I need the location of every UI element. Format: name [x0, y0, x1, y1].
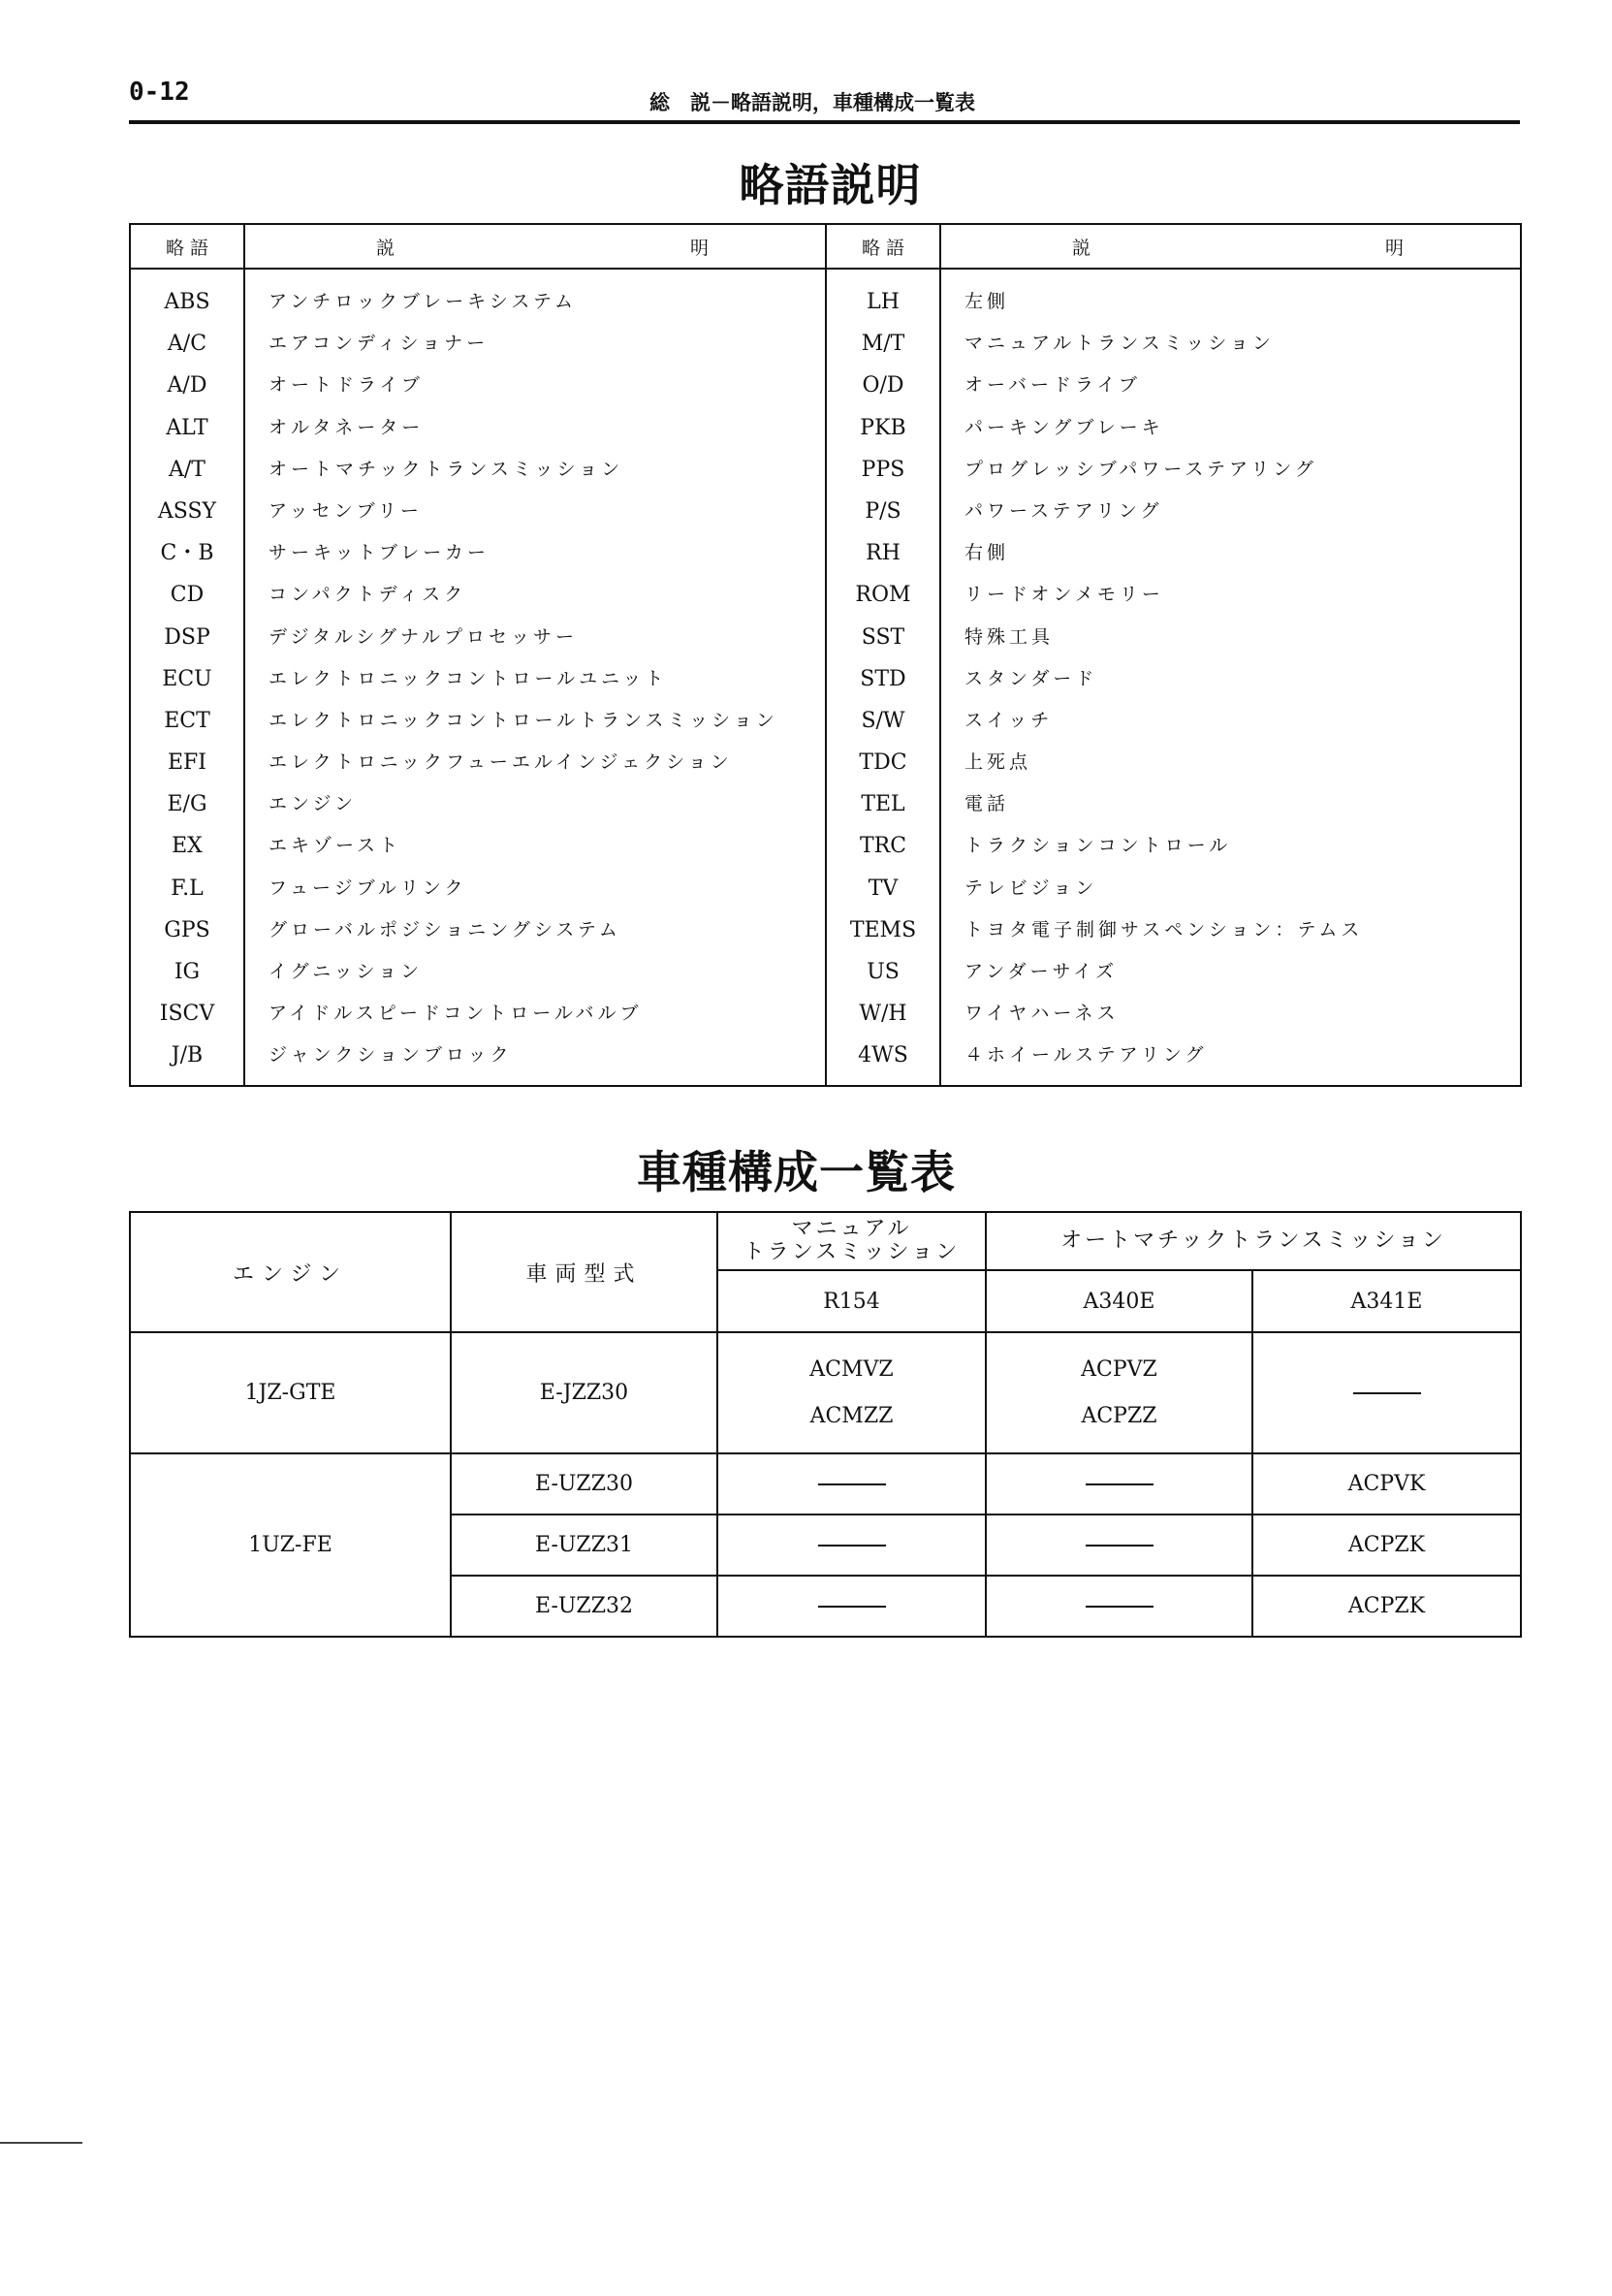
abbr-term: LH — [867, 290, 900, 314]
header-auto: オートマチックトランスミッション — [986, 1212, 1521, 1270]
abbr-description: 上死点 — [964, 751, 1032, 774]
engine-cell: 1UZ-FE — [130, 1453, 451, 1637]
dash — [1086, 1545, 1154, 1547]
abbr-description: トヨタ電子制御サスペンション：テムス — [964, 918, 1364, 941]
header-manual — [717, 1212, 986, 1270]
abbr-term: GPS — [164, 917, 210, 942]
model-cell: E-JZZ30 — [451, 1332, 717, 1453]
header-desc — [940, 224, 1521, 269]
abbr-description: アイドルスピードコントロールバルブ — [269, 1003, 643, 1025]
abbr-term: P/S — [865, 498, 901, 524]
abbr-term: ALT — [166, 415, 208, 440]
scan-mark — [0, 2142, 82, 2144]
dash — [1353, 1392, 1421, 1394]
a340e-cell — [986, 1453, 1252, 1515]
abbr-description: 右側 — [964, 542, 1010, 564]
model-cell: E-UZZ30 — [451, 1453, 717, 1515]
abbr-term: ROM — [855, 583, 911, 608]
abbr-term: C・B — [160, 541, 214, 566]
abbr-term: ECU — [162, 666, 212, 691]
abbr-term: PPS — [861, 457, 905, 482]
engine-cell: 1JZ-GTE — [130, 1332, 451, 1453]
table-row — [130, 1453, 1521, 1515]
abbr-description: 特殊工具 — [964, 625, 1055, 648]
abbr-description: アンチロックブレーキシステム — [269, 291, 578, 312]
abbr-description: ジャンクションブロック — [269, 1044, 513, 1067]
abbr-description: パーキングブレーキ — [964, 416, 1164, 438]
abbr-description: サーキットブレーカー — [269, 542, 490, 564]
abbr-term: STD — [860, 666, 906, 691]
a340e-cell — [986, 1515, 1252, 1576]
abbreviations-title: 略語説明 — [739, 159, 922, 211]
dash — [1086, 1483, 1154, 1485]
abbr-description: フュージブルリンク — [269, 877, 467, 899]
abbr-term: US — [867, 960, 900, 984]
right-desc-column — [940, 269, 1521, 1086]
abbr-term: TDC — [859, 750, 907, 776]
abbr-term: CD — [170, 583, 205, 608]
r154-cell — [717, 1515, 986, 1576]
abbr-term: J/B — [171, 1043, 204, 1068]
abbr-term: W/H — [859, 1002, 907, 1027]
abbr-description: エンジン — [269, 793, 358, 815]
abbr-description: スイッチ — [964, 709, 1054, 731]
abbr-description: デジタルシグナルプロセッサー — [269, 625, 579, 648]
abbr-description: イグニッション — [269, 961, 424, 982]
model-cell: E-UZZ31 — [451, 1515, 717, 1576]
abbr-term: M/T — [861, 332, 905, 357]
abbr-term: SST — [861, 624, 905, 650]
abbr-description: トラクションコントロール — [964, 835, 1232, 857]
abbr-description: スタンダード — [964, 667, 1098, 689]
abbr-term: S/W — [861, 708, 905, 733]
r154-cell — [717, 1576, 986, 1637]
abbr-description: グローバルポジショニングシステム — [269, 918, 621, 941]
header-r154: R154 — [717, 1270, 986, 1332]
model-cell: E-UZZ32 — [451, 1576, 717, 1637]
header-desc-left: 説 — [376, 237, 395, 259]
abbr-description: ４ホイールステアリング — [964, 1044, 1208, 1067]
header-desc — [244, 224, 826, 269]
running-title: 総 説－略語説明，車種構成一覧表 — [649, 91, 975, 114]
header-desc-right: 明 — [689, 237, 709, 259]
abbr-term: TRC — [859, 834, 907, 859]
right-abbr-column — [826, 269, 940, 1086]
r154-cell — [717, 1453, 986, 1515]
abbr-term: A/D — [167, 373, 207, 399]
left-abbr-column — [130, 269, 244, 1086]
dash — [1086, 1606, 1154, 1608]
a340e-cell — [986, 1332, 1252, 1453]
dash — [818, 1483, 886, 1485]
abbr-description: オルタネーター — [269, 416, 425, 438]
abbr-term: DSP — [164, 624, 210, 650]
abbr-description: アンダーサイズ — [964, 961, 1118, 982]
abbr-description: エレクトロニックコントロールユニット — [269, 667, 668, 689]
abbr-description: オートドライブ — [269, 374, 424, 397]
manual-line2: トランスミッション — [743, 1240, 961, 1264]
abbr-term: E/G — [167, 792, 207, 817]
abbr-description: プログレッシブパワーステアリング — [964, 458, 1317, 480]
a341e-cell: ACPZK — [1252, 1515, 1521, 1576]
table-row — [130, 1332, 1521, 1453]
code: ACPVZ — [1081, 1356, 1157, 1382]
dash — [818, 1606, 886, 1608]
abbr-description: コンパクトディスク — [269, 584, 467, 606]
r154-cell — [717, 1332, 986, 1453]
abbr-description: パワーステアリング — [964, 499, 1163, 522]
a340e-cell — [986, 1576, 1252, 1637]
abbr-term: TEMS — [849, 917, 917, 942]
abbr-term: TV — [868, 876, 899, 901]
vehicles-title: 車種構成一覧表 — [637, 1146, 956, 1198]
abbr-description: アッセンブリー — [269, 499, 423, 522]
abbr-term: A/T — [169, 457, 205, 482]
code: ACMZZ — [809, 1403, 894, 1428]
header-abbr: 略 語 — [826, 224, 940, 269]
page-number: 0-12 — [129, 78, 190, 107]
header-a340e: A340E — [986, 1270, 1252, 1332]
dash — [818, 1545, 886, 1547]
abbr-term: IG — [174, 960, 201, 984]
a341e-cell: ACPZK — [1252, 1576, 1521, 1637]
abbr-term: 4WS — [858, 1043, 908, 1068]
abbr-term: ECT — [164, 708, 210, 733]
header-desc-left: 説 — [1072, 237, 1091, 259]
abbr-term: F.L — [171, 876, 204, 901]
abbr-description: リードオンメモリー — [964, 584, 1164, 606]
abbreviations-header-row — [130, 224, 1521, 269]
a341e-cell — [1252, 1332, 1521, 1453]
abbr-description: エレクトロニックコントロールトランスミッション — [269, 709, 778, 731]
abbr-description: 左側 — [964, 291, 1010, 312]
code: ACPZZ — [1081, 1403, 1157, 1428]
abbr-description: オーバードライブ — [964, 374, 1141, 397]
abbr-term: O/D — [862, 373, 904, 399]
abbr-term: ISCV — [159, 1002, 215, 1027]
abbr-description: ワイヤハーネス — [964, 1003, 1120, 1025]
header-abbr: 略 語 — [130, 224, 244, 269]
abbr-term: RH — [866, 541, 901, 566]
manual-line1: マニュアル — [791, 1217, 912, 1241]
abbr-description: 電話 — [964, 793, 1010, 815]
header-engine: エンジン — [130, 1212, 451, 1332]
abbr-term: EX — [172, 834, 203, 859]
abbr-term: EFI — [167, 750, 206, 776]
abbr-term: PKB — [860, 415, 906, 440]
abbr-description: テレビジョン — [964, 877, 1098, 899]
header-rule — [129, 120, 1520, 124]
left-desc-column — [244, 269, 826, 1086]
header-a341e: A341E — [1252, 1270, 1521, 1332]
header-model: 車両型式 — [451, 1212, 717, 1332]
abbr-term: ABS — [164, 290, 210, 314]
abbr-description: オートマチックトランスミッション — [269, 458, 624, 480]
abbr-description: エキゾースト — [269, 835, 402, 857]
header-desc-right: 明 — [1384, 237, 1404, 259]
abbr-term: TEL — [861, 792, 905, 817]
abbr-description: エレクトロニックフューエルインジェクション — [269, 751, 733, 774]
abbr-description: マニュアルトランスミッション — [964, 333, 1275, 355]
abbr-term: ASSY — [157, 498, 217, 524]
abbreviations-table — [129, 223, 1522, 1087]
abbr-term: A/C — [167, 332, 207, 357]
a341e-cell: ACPVK — [1252, 1453, 1521, 1515]
vehicle-table — [129, 1211, 1522, 1638]
abbr-description: エアコンディショナー — [269, 333, 490, 355]
code: ACMVZ — [809, 1356, 894, 1382]
